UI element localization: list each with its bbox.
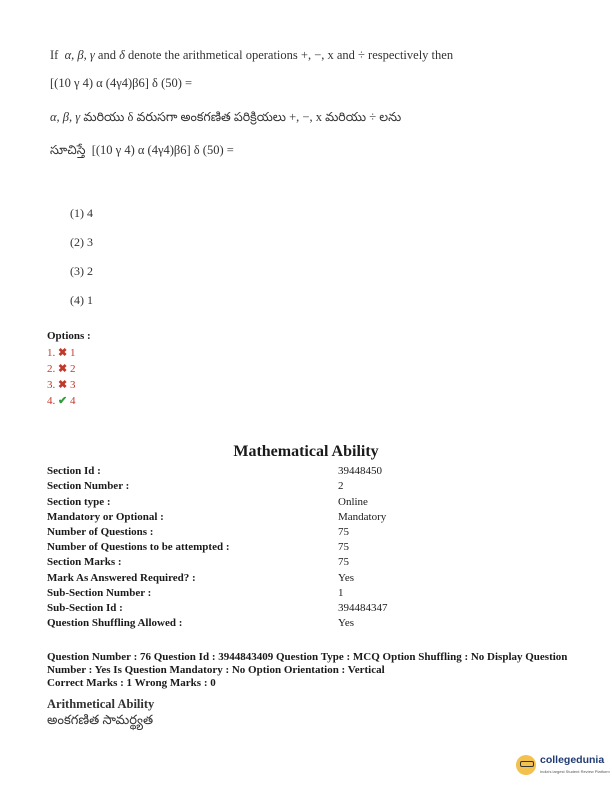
- option-number: 2.: [47, 363, 56, 375]
- question-text-telugu: [50, 110, 401, 128]
- question-mid: and: [97, 48, 116, 62]
- question-suffix: denote the arithmetical operations +, −, x and ÷ respectively then: [128, 48, 454, 62]
- subsection-title-english: Arithmetical Ability: [47, 697, 155, 711]
- question-info-line1: Question Number : 76 Question Id : 3944843409 Question Type : MCQ Option Shuffling : No Display Question: [47, 651, 568, 663]
- section-label: Section Number :: [47, 480, 130, 492]
- section-label: Question Shuffling Allowed :: [47, 617, 183, 629]
- options-heading: Options :: [47, 330, 91, 342]
- choice-3: (3) 2: [70, 264, 93, 278]
- question-symbols: α, β, γ: [64, 48, 95, 62]
- cross-icon: ✖: [58, 363, 68, 375]
- option-value: 3: [69, 379, 76, 391]
- question-te-symbols: α, β, γ: [50, 110, 81, 124]
- cross-icon: ✖: [58, 347, 68, 359]
- choice-2: (2) 3: [70, 235, 93, 249]
- question-text-english: [50, 48, 453, 63]
- option-row-3: [47, 378, 75, 391]
- question-info-line3: Correct Marks : 1 Wrong Marks : 0: [47, 677, 216, 689]
- section-value: 394484347: [338, 602, 388, 614]
- cross-icon: ✖: [58, 379, 68, 391]
- section-label: Section Id :: [47, 465, 101, 477]
- option-value: 2: [69, 363, 76, 375]
- option-value: 1: [69, 347, 76, 359]
- section-title: Mathematical Ability: [233, 443, 379, 460]
- section-value: Yes: [338, 572, 355, 584]
- section-value: 1: [338, 587, 344, 599]
- question-info: [47, 651, 587, 690]
- section-label: Mark As Answered Required? :: [47, 572, 196, 584]
- question-te-expression: [(10 γ 4) α (4γ4)β6] δ (50) =: [91, 143, 234, 157]
- section-value: 75: [338, 526, 349, 538]
- question-delta: δ: [119, 48, 125, 62]
- option-row-1: [47, 346, 75, 359]
- section-label: Sub-Section Number :: [47, 587, 152, 599]
- section-value: 39448450: [338, 465, 382, 477]
- choice-4: (4) 1: [70, 293, 93, 307]
- question-info-line2: Number : Yes Is Question Mandatory : No Option Orientation : Vertical: [47, 664, 385, 676]
- option-value: 4: [69, 395, 76, 407]
- question-te-line1: మరియు δ వరుసగా అంకగణిత పరిక్రియలు +, −, x మరియు ÷ లను: [83, 110, 402, 124]
- option-number: 3.: [47, 379, 56, 391]
- option-number: 4.: [47, 395, 56, 407]
- choice-1: (1) 4: [70, 206, 93, 220]
- section-value: Yes: [338, 617, 355, 629]
- logo-tagline: India's largest Student Review Platform: [540, 769, 610, 774]
- collegedunia-logo: [516, 752, 608, 782]
- section-label: Section type :: [47, 496, 111, 508]
- question-te-prefix: సూచిస్తే: [50, 143, 86, 157]
- section-value: Online: [338, 496, 368, 508]
- section-value: Mandatory: [338, 511, 387, 523]
- question-expression: [(10 γ 4) α (4γ4)β6] δ (50) =: [50, 76, 193, 90]
- option-row-2: [47, 362, 75, 375]
- option-row-4: [47, 394, 75, 407]
- section-value: 75: [338, 541, 349, 553]
- section-label: Section Marks :: [47, 556, 122, 568]
- section-label: Number of Questions to be attempted :: [47, 541, 230, 553]
- section-value: 2: [338, 480, 344, 492]
- logo-mascot-icon: [516, 755, 536, 775]
- section-value: 75: [338, 556, 349, 568]
- check-icon: ✔: [58, 395, 68, 407]
- section-label: Mandatory or Optional :: [47, 511, 164, 523]
- subsection-title-telugu: అంకగణిత సామర్థ్యత: [47, 712, 154, 727]
- option-number: 1.: [47, 347, 56, 359]
- question-text-telugu-2: [50, 143, 234, 161]
- section-label: Sub-Section Id :: [47, 602, 123, 614]
- section-label: Number of Questions :: [47, 526, 154, 538]
- question-prefix: If: [50, 48, 59, 62]
- logo-name: collegedunia: [540, 754, 605, 766]
